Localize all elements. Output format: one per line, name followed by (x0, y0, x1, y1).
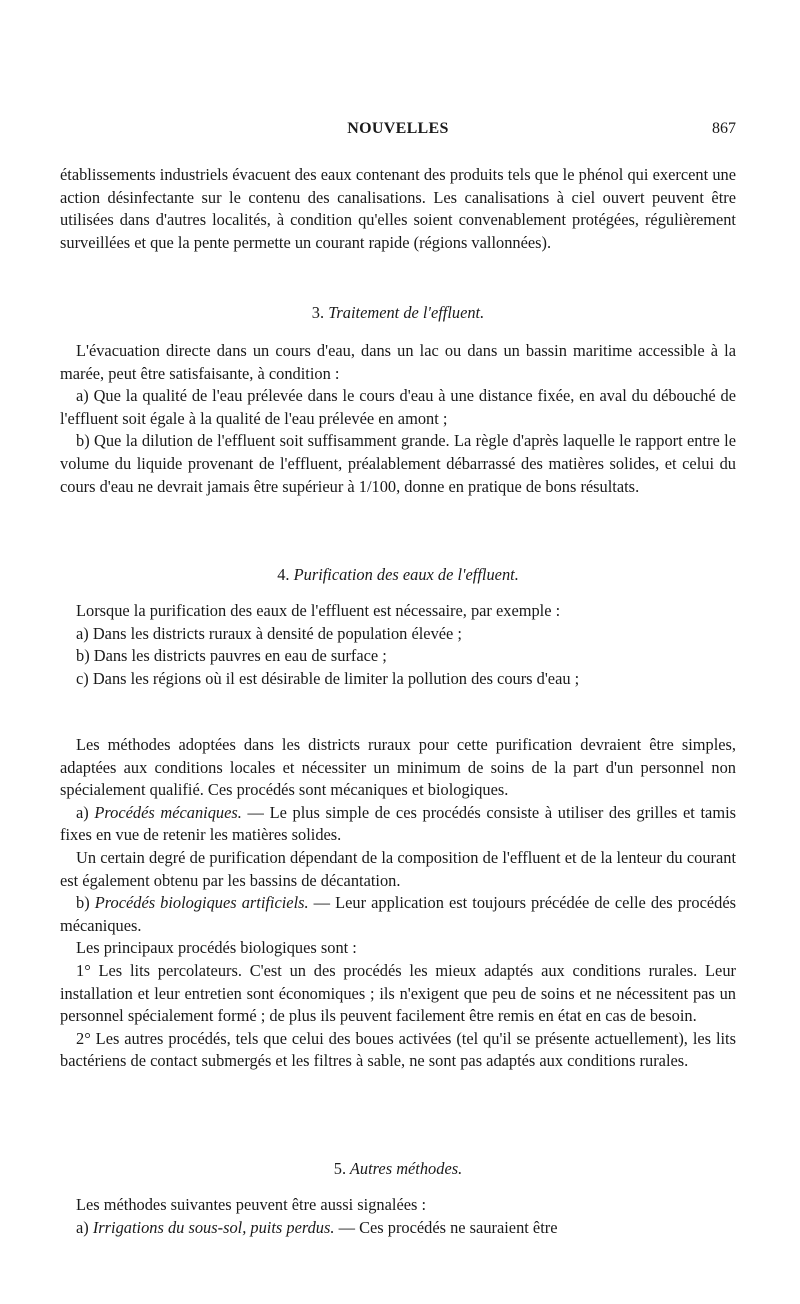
page-number: 867 (712, 120, 736, 137)
biological-item-2: 2° Les autres procédés, tels que celui des boues activées (tel qu'il se présente actuellement), les lits bactériens de contact submergés et les filtres à sable, ne sont pas adaptés aux conditions rurales. (60, 1028, 736, 1071)
mechanical-label: a) (76, 802, 95, 822)
biological-main: Les principaux procédés biologiques sont : (76, 938, 357, 958)
section-5-title: Autres méthodes. (349, 1159, 463, 1178)
methods-paragraph: Les méthodes adoptées dans les districts ruraux pour cette purification devraient être simples, adaptées aux conditions locales et nécessiter un minimum de soins de la part d'un personnel non spécialement qualifié. Ces procédés sont mécaniques et biologiques. (60, 735, 736, 800)
section-3-body (60, 340, 736, 498)
section-5-number: 5. (333, 1159, 347, 1178)
mechanical-text: — Le plus simple de ces procédés consiste à utiliser des grilles et tamis fixes en vue de retenir les matières solides. (60, 802, 736, 845)
section-4-item-b: b) Dans les districts pauvres en eau de surface ; (76, 646, 387, 666)
section-5-item-a-title: Irrigations du sous-sol, puits perdus. (92, 1217, 335, 1237)
section-5-item-a (60, 1217, 736, 1240)
section-5-heading (60, 1158, 736, 1181)
running-title: NOUVELLES (347, 120, 449, 137)
biological-paragraph (60, 892, 736, 937)
mechanical-paragraph-2: Un certain degré de purification dépendant de la composition de l'effluent et de la lenteur du courant est également obtenu par les bassins de décantation. (60, 847, 736, 890)
mechanical-title: Procédés mécaniques. (94, 802, 242, 822)
biological-text: — Leur application est toujours précédée de celle des procédés mécaniques. (60, 893, 736, 935)
biological-item-1: 1° Les lits percolateurs. C'est un des procédés les mieux adaptés aux conditions rurales. Leur installation et leur entretien sont économiques ; ils n'exigent que peu de soins et ne nécessitent pas un personnel spécialement formé ; de plus ils peuvent facilement être remis en état en cas de besoin. (60, 960, 736, 1026)
section-3-item-a: a) Que la qualité de l'eau prélevée dans le cours d'eau à une distance fixée, en aval du débouché de l'effluent soit égale à la qualité de l'eau prélevée en amont ; (60, 386, 736, 428)
section-4-item-c: c) Dans les régions où il est désirable de limiter la pollution des cours d'eau ; (76, 668, 580, 688)
page-header (60, 118, 736, 144)
section-5-body (60, 1194, 736, 1239)
biological-title: Procédés biologiques artificiels. (94, 893, 309, 913)
section-4-paragraph: Lorsque la purification des eaux de l'effluent est nécessaire, par exemple : (76, 601, 561, 620)
section-3-number: 3. (311, 303, 325, 322)
biological-label: b) (76, 893, 95, 913)
section-4-title: Purification des eaux de l'effluent. (293, 565, 519, 584)
intro-text: établissements industriels évacuent des eaux contenant des produits tels que le phénol qui exercent une action désinfectante sur le contenu des canalisations. Les canalisations à ciel ouvert peuvent être utilisées dans d'autres localités, à condition qu'elles soient convenablement protégées, régulièrement surveillées et que la pente permette un courant rapide (régions vallonnées). (60, 165, 736, 252)
section-5-item-a-label: a) (76, 1217, 93, 1237)
section-4-list (60, 600, 736, 690)
mechanical-paragraph (60, 802, 736, 847)
section-5-paragraph: Les méthodes suivantes peuvent être aussi signalées : (76, 1195, 427, 1214)
intro-paragraph (60, 164, 736, 254)
section-4-item-a: a) Dans les districts ruraux à densité de population élevée ; (76, 623, 462, 643)
section-3-paragraph: L'évacuation directe dans un cours d'eau, dans un lac ou dans un bassin maritime accessible à la marée, peut être satisfaisante, à condition : (60, 341, 736, 383)
section-4-heading (60, 564, 736, 587)
section-3-title: Traitement de l'effluent. (328, 303, 485, 322)
section-3-heading (60, 302, 736, 325)
section-4-number: 4. (277, 565, 290, 584)
section-5-item-a-text: — Ces procédés ne sauraient être (334, 1217, 558, 1237)
section-3-item-b: b) Que la dilution de l'effluent soit suffisamment grande. La règle d'après laquelle le rapport entre le volume du liquide provenant de l'effluent, préalablement débarrassé des matières solides, et celui du cours d'eau ne devrait jamais être supérieur à 1/100, donne en pratique de bons résultats. (60, 431, 736, 496)
section-4-methods (60, 734, 736, 1073)
